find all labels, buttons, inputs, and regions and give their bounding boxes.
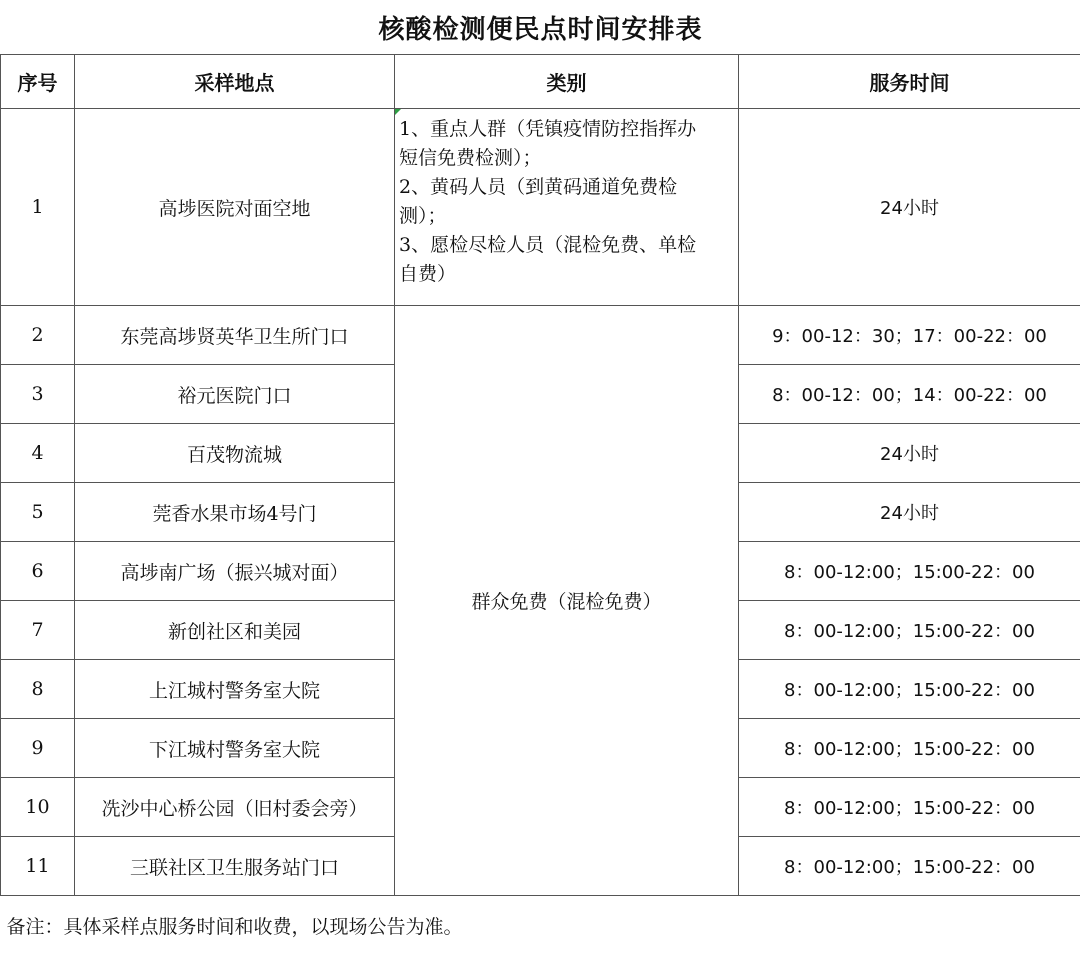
row-index: 4 — [1, 424, 75, 483]
header-site: 采样地点 — [75, 55, 395, 109]
category-line: 3、愿检尽检人员（混检免费、单检 — [399, 234, 697, 256]
row-site: 裕元医院门口 — [75, 365, 395, 424]
category-line: 1、重点人群（凭镇疫情防控指挥办 — [399, 118, 697, 140]
row-hours: 8：00-12:00；15:00-22：00 — [739, 719, 1080, 778]
row-site: 新创社区和美园 — [75, 601, 395, 660]
category-line: 自费） — [399, 263, 457, 285]
row-hours: 8：00-12:00；15:00-22：00 — [739, 542, 1080, 601]
row-index: 1 — [1, 109, 75, 306]
row-site: 上江城村警务室大院 — [75, 660, 395, 719]
row-hours: 8：00-12:00；15:00-22：00 — [739, 837, 1080, 896]
header-row — [1, 55, 1080, 109]
row-site: 三联社区卫生服务站门口 — [75, 837, 395, 896]
row-hours: 24小时 — [739, 424, 1080, 483]
row-hours: 8：00-12：00；14：00-22：00 — [739, 365, 1080, 424]
row-hours: 24小时 — [739, 109, 1080, 306]
footnote: 备注：具体采样点服务时间和收费，以现场公告为准。 — [1, 896, 1080, 954]
row-index: 7 — [1, 601, 75, 660]
row-site: 莞香水果市场4号门 — [75, 483, 395, 542]
row-index: 8 — [1, 660, 75, 719]
row-site: 高埗南广场（振兴城对面） — [75, 542, 395, 601]
row-index: 3 — [1, 365, 75, 424]
header-category: 类别 — [395, 55, 739, 109]
table-row — [1, 306, 1080, 365]
row-site: 下江城村警务室大院 — [75, 719, 395, 778]
header-hours: 服务时间 — [739, 55, 1080, 109]
cell-marker-icon — [395, 109, 401, 115]
category-cell-public: 群众免费（混检免费） — [395, 306, 739, 896]
category-line: 2、黄码人员（到黄码通道免费检 — [399, 176, 678, 198]
row-site: 东莞高埗贤英华卫生所门口 — [75, 306, 395, 365]
table-row — [1, 109, 1080, 306]
row-hours: 8：00-12:00；15:00-22：00 — [739, 778, 1080, 837]
row-site: 冼沙中心桥公园（旧村委会旁） — [75, 778, 395, 837]
category-cell-priority — [395, 109, 739, 306]
category-line: 短信免费检测）； — [399, 147, 542, 169]
row-site: 百茂物流城 — [75, 424, 395, 483]
row-index: 9 — [1, 719, 75, 778]
row-index: 10 — [1, 778, 75, 837]
header-index: 序号 — [1, 55, 75, 109]
row-index: 5 — [1, 483, 75, 542]
row-index: 2 — [1, 306, 75, 365]
row-hours: 9：00-12：30；17：00-22：00 — [739, 306, 1080, 365]
row-hours: 8：00-12:00；15:00-22：00 — [739, 660, 1080, 719]
row-hours: 24小时 — [739, 483, 1080, 542]
category-line: 测）； — [399, 205, 447, 227]
table-title: 核酸检测便民点时间安排表 — [1, 0, 1080, 55]
row-index: 6 — [1, 542, 75, 601]
row-index: 11 — [1, 837, 75, 896]
row-site: 高埗医院对面空地 — [75, 109, 395, 306]
row-hours: 8：00-12:00；15:00-22：00 — [739, 601, 1080, 660]
